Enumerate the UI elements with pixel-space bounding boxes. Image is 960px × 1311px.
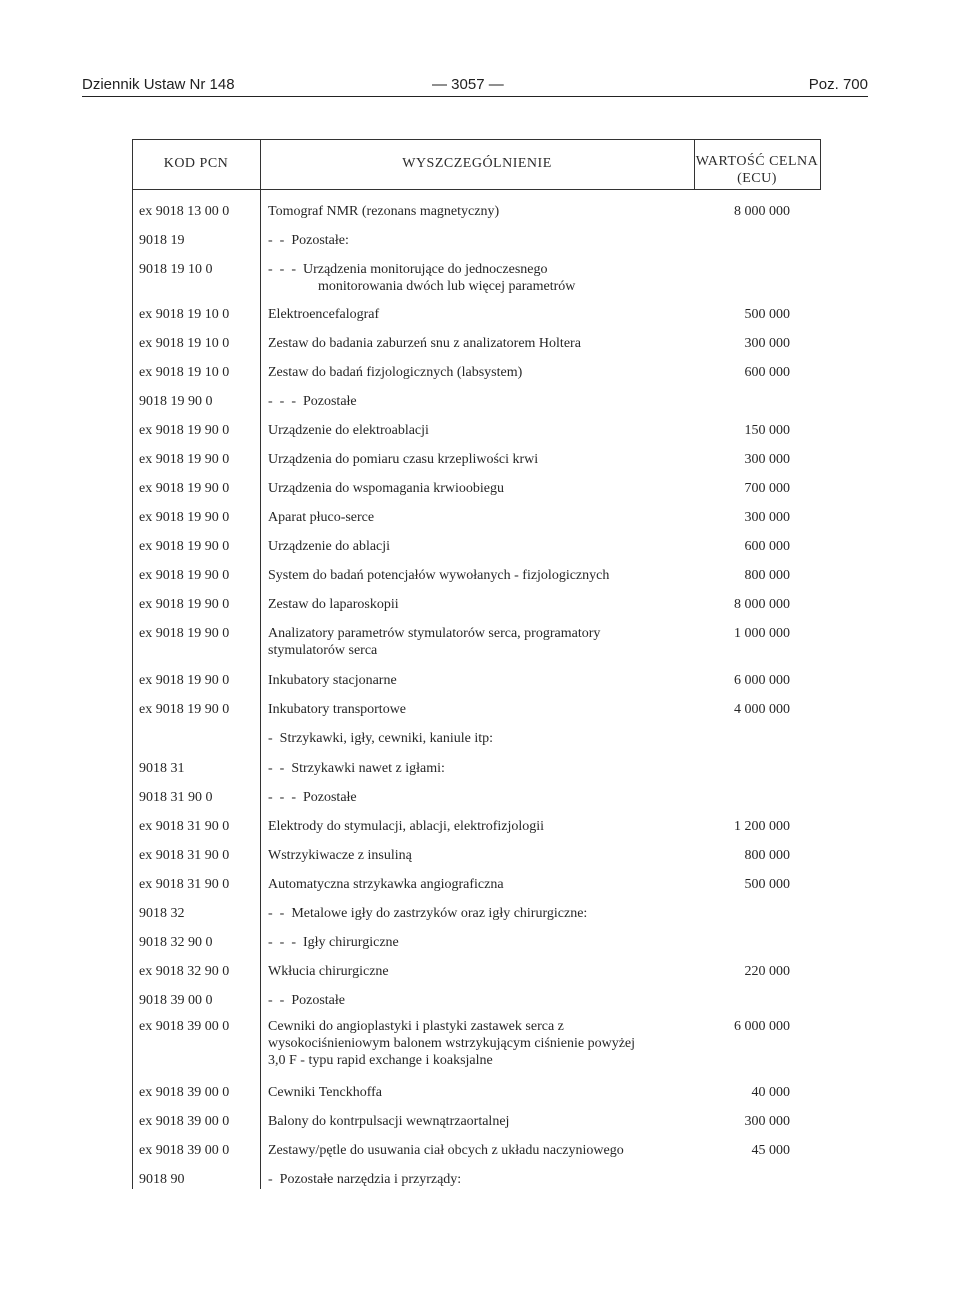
table-right-rule [820,139,821,190]
pcn-code: 9018 90 [139,1172,185,1187]
description [268,730,698,747]
description [268,760,698,777]
description [268,934,698,951]
description-line: Urządzenie do elektroablacji [268,423,429,438]
pcn-code: ex 9018 19 90 0 [139,510,230,525]
customs-value: 6 000 000 [734,1019,790,1034]
customs-value: 8 000 000 [734,204,790,219]
table-header-rule [132,189,820,190]
pcn-code: ex 9018 39 00 0 [139,1019,230,1034]
pcn-code: ex 9018 19 90 0 [139,702,230,717]
description [268,1084,698,1101]
customs-value: 1 200 000 [734,819,790,834]
customs-value: 6 000 000 [734,673,790,688]
description [268,1171,698,1188]
description-line: - - - Pozostałe [268,394,357,409]
description-line: wysokociśnieniowym balonem wstrzykującym ciśnienie powyżej [268,1036,636,1051]
customs-value: 300 000 [744,336,790,351]
pcn-code: ex 9018 19 10 0 [139,365,230,380]
description [268,567,698,584]
pcn-code: ex 9018 32 90 0 [139,964,230,979]
pcn-code: ex 9018 13 00 0 [139,204,230,219]
customs-value: 4 000 000 [734,702,790,717]
description-line: Zestaw do badania zaburzeń snu z analizatorem Holtera [268,336,581,351]
description-line: - - Pozostałe: [268,233,349,248]
pcn-code: ex 9018 19 10 0 [139,307,230,322]
customs-value: 600 000 [744,365,790,380]
description [268,847,698,864]
pcn-code: ex 9018 19 90 0 [139,481,230,496]
description [268,818,698,835]
pcn-code: ex 9018 31 90 0 [139,877,230,892]
description-line: - - - Pozostałe [268,790,357,805]
description [268,789,698,806]
column-header-wartosc: WARTOŚĆ CELNA (ECU) [695,154,819,186]
pcn-code: 9018 39 00 0 [139,993,213,1008]
description [268,538,698,555]
customs-value: 700 000 [744,481,790,496]
description [268,963,698,980]
description [268,422,698,439]
pcn-code: ex 9018 31 90 0 [139,848,230,863]
customs-value: 500 000 [744,877,790,892]
description-line: Cewniki Tenckhoffa [268,1085,382,1100]
journal-title: Dziennik Ustaw Nr 148 [82,76,235,93]
pcn-code: ex 9018 19 90 0 [139,423,230,438]
description [268,672,698,689]
description-line: - - Pozostałe [268,993,345,1008]
customs-value: 800 000 [744,568,790,583]
description [268,1018,698,1069]
description-line: Zestawy/pętle do usuwania ciał obcych z układu naczyniowego [268,1143,624,1158]
description-line: - - Strzykawki nawet z igłami: [268,761,445,776]
description-line: Wkłucia chirurgiczne [268,964,389,979]
customs-value: 45 000 [751,1143,790,1158]
description-line: Zestaw do badań fizjologicznych (labsystem) [268,365,523,380]
pcn-code: 9018 32 [139,906,185,921]
description-line: - - - Urządzenia monitorujące do jednoczesnego [268,262,548,277]
description-line: Urządzenia do wspomagania krwioobiegu [268,481,504,496]
description-line: - Strzykawki, igły, cewniki, kaniule itp: [268,731,493,746]
description-line: Balony do kontrpulsacji wewnątrzaortalnej [268,1114,510,1129]
customs-value: 800 000 [744,848,790,863]
description-line: Urządzenia do pomiaru czasu krzepliwości krwi [268,452,539,467]
pcn-code: ex 9018 19 10 0 [139,336,230,351]
description [268,1142,698,1159]
description [268,306,698,323]
description-line: Cewniki do angioplastyki i plastyki zastawek serca z [268,1019,564,1034]
pcn-code: 9018 19 10 0 [139,262,213,277]
description-line: - - - Igły chirurgiczne [268,935,399,950]
description [268,509,698,526]
description [268,335,698,352]
customs-value: 1 000 000 [734,626,790,641]
table-top-rule [132,139,820,140]
column-header-kod: KOD PCN [163,156,229,171]
description [268,876,698,893]
description-line: monitorowania dwóch lub więcej parametrów [318,279,576,294]
description [268,625,698,659]
pcn-code: 9018 19 [139,233,185,248]
customs-value: 40 000 [751,1085,790,1100]
customs-value: 300 000 [744,1114,790,1129]
description-line: Automatyczna strzykawka angiograficzna [268,877,504,892]
description-line: Tomograf NMR (rezonans magnetyczny) [268,204,500,219]
customs-value: 500 000 [744,307,790,322]
column-header-wyszczegolnienie: WYSZCZEGÓLNIENIE [402,156,552,171]
pcn-code: 9018 32 90 0 [139,935,213,950]
description-line: Elektrody do stymulacji, ablacji, elektrofizjologii [268,819,545,834]
page-header [82,74,868,97]
pcn-code: ex 9018 39 00 0 [139,1085,230,1100]
customs-value: 300 000 [744,510,790,525]
description-line: Inkubatory stacjonarne [268,673,397,688]
pcn-code: ex 9018 39 00 0 [139,1114,230,1129]
pcn-code: ex 9018 19 90 0 [139,626,230,641]
description [268,393,698,410]
description [268,261,698,295]
customs-value: 600 000 [744,539,790,554]
description [268,480,698,497]
table-left-rule [132,139,133,1189]
pcn-code: ex 9018 19 90 0 [139,673,230,688]
description-line: - - Metalowe igły do zastrzyków oraz igły chirurgiczne: [268,906,588,921]
position-number: Poz. 700 [808,76,868,93]
description-line: Inkubatory transportowe [268,702,407,717]
pcn-code: ex 9018 31 90 0 [139,819,230,834]
pcn-code: ex 9018 19 90 0 [139,452,230,467]
pcn-code: 9018 31 [139,761,185,776]
customs-value: 150 000 [744,423,790,438]
description-line: Elektroencefalograf [268,307,380,322]
description [268,992,698,1009]
description [268,203,698,220]
description [268,596,698,613]
customs-value: 300 000 [744,452,790,467]
description [268,1113,698,1130]
description-line: Analizatory parametrów stymulatorów serca, programatory [268,626,601,641]
description-line: - Pozostałe narzędzia i przyrządy: [268,1172,462,1187]
description-line: Urządzenie do ablacji [268,539,391,554]
pcn-code: ex 9018 39 00 0 [139,1143,230,1158]
description-line: System do badań potencjałów wywołanych - fizjologicznych [268,568,610,583]
pcn-code: 9018 19 90 0 [139,394,213,409]
description-line: 3,0 F - typu rapid exchange i koaksjalne [268,1053,493,1068]
pcn-code: 9018 31 90 0 [139,790,213,805]
description [268,451,698,468]
pcn-code: ex 9018 19 90 0 [139,539,230,554]
customs-value: 220 000 [744,964,790,979]
description-line: Wstrzykiwacze z insuliną [268,848,412,863]
description-line: Zestaw do laparoskopii [268,597,399,612]
description [268,364,698,381]
pcn-code: ex 9018 19 90 0 [139,597,230,612]
pcn-code: ex 9018 19 90 0 [139,568,230,583]
customs-value: 8 000 000 [734,597,790,612]
table-code-rule [260,139,261,1189]
page-number: — 3057 — [432,76,504,93]
description-line: stymulatorów serca [268,643,378,658]
description-line: Aparat płuco-serce [268,510,375,525]
description [268,905,698,922]
description [268,232,698,249]
description [268,701,698,718]
